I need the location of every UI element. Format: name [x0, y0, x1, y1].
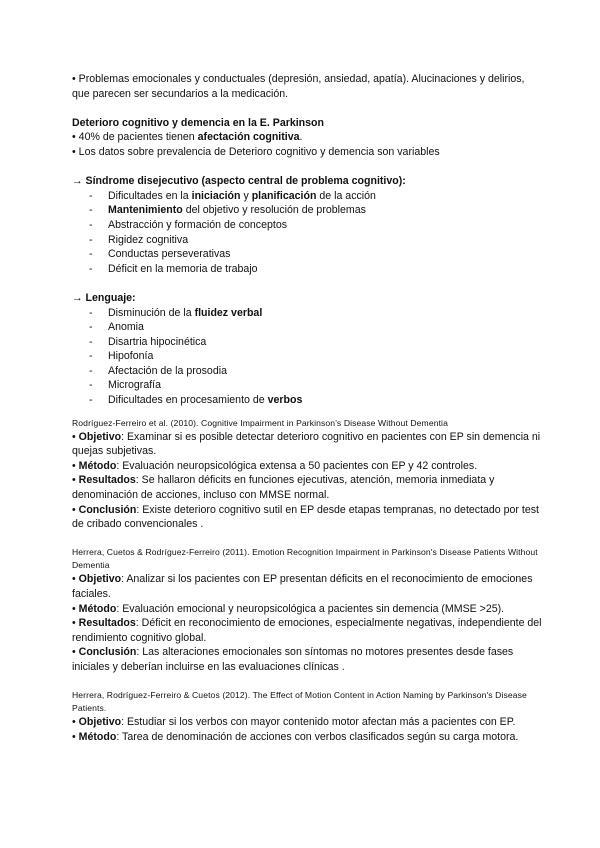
study-resultados: • Resultados: Déficit en reconocimiento de emociones, especialmente negativas, independiente del rendimiento cognitivo global. — [72, 617, 542, 644]
study-objetivo: • Objetivo: Estudiar si los verbos con mayor contenido motor afectan más a pacientes con EP. — [72, 716, 516, 729]
study-resultados: • Resultados: Se hallaron déficits en funciones ejecutivas, atención, memoria inmediata y denominación de acciones, incluso con MMSE normal. — [72, 474, 495, 502]
section-heading-deterioro: Deterioro cognitivo y demencia en la E. Parkinson — [72, 116, 324, 129]
study-reference: Herrera, Cuetos & Rodríguez-Ferreiro (2011). Emotion Recognition Impairment in Parkinson's Disease Patients Without Dementia — [72, 547, 538, 571]
study-metodo: • Método: Tarea de denominación de acciones con verbos clasificados según su carga motora. — [72, 730, 519, 743]
list-item: - Disminución de la fluidez verbal — [72, 306, 542, 321]
deterioro-bullet-1: • 40% de pacientes tienen afectación cognitiva. — [72, 131, 303, 144]
list-item: - Abstracción y formación de conceptos — [72, 218, 542, 233]
study-conclusion: • Conclusión: Las alteraciones emocionales son síntomas no motores presentes desde fases iniciales y deberían incluirse en las evaluaciones clínicas . — [72, 646, 514, 673]
study-objetivo: • Objetivo: Analizar si los pacientes con EP presentan déficits en el reconocimiento de emociones faciales. — [72, 573, 533, 600]
list-item: - Conductas perseverativas — [72, 247, 542, 262]
disejecutivo-list — [72, 189, 542, 277]
list-item: - Rigidez cognitiva — [72, 233, 542, 248]
study-block — [72, 417, 542, 532]
study-objetivo: • Objetivo: Examinar si es posible detectar deterioro cognitivo en pacientes con EP sin demencia ni quejas subjetivas. — [72, 430, 541, 458]
section-heading-lenguaje: → Lenguaje: — [72, 291, 136, 304]
deterioro-bullet-2: • Los datos sobre prevalencia de Deterioro cognitivo y demencia son variables — [72, 145, 440, 158]
list-item: - Dificultades en procesamiento de verbos — [72, 393, 542, 408]
study-reference: Rodríguez-Ferreiro et al. (2010). Cognitive Impairment in Parkinson's Disease Without Dementia — [72, 417, 448, 428]
study-block — [72, 689, 542, 744]
bullet: • — [72, 73, 76, 85]
study-metodo: • Método: Evaluación neuropsicológica extensa a 50 pacientes con EP y 42 controles. — [72, 459, 478, 472]
list-item: - Anomia — [72, 320, 542, 335]
document-page — [72, 72, 542, 744]
study-reference: Herrera, Rodríguez-Ferreiro & Cuetos (2012). The Effect of Motion Content in Action Naming by Parkinson's Disease Patients. — [72, 690, 527, 714]
list-item: - Hipofonía — [72, 349, 542, 364]
section-heading-disejecutivo: → Síndrome disejecutivo (aspecto central de problema cognitivo): — [72, 175, 406, 188]
study-metodo: • Método: Evaluación emocional y neuropsicológica a pacientes sin demencia (MMSE >25). — [72, 602, 505, 615]
list-item: - Micrografía — [72, 378, 542, 393]
study-block — [72, 546, 542, 674]
list-item: - Afectación de la prosodia — [72, 364, 542, 379]
study-conclusion: • Conclusión: Existe deterioro cognitivo sutil en EP desde etapas tempranas, no detectado por test de cribado convencionales . — [72, 503, 539, 531]
list-item: - Dificultades en la iniciación y planificación de la acción — [72, 189, 542, 204]
list-item: - Déficit en la memoria de trabajo — [72, 262, 542, 277]
intro-paragraph — [72, 72, 542, 101]
lenguaje-list — [72, 306, 542, 408]
list-item: - Disartria hipocinética — [72, 335, 542, 350]
intro-text: Problemas emocionales y conductuales (depresión, ansiedad, apatía). Alucinaciones y delirios, que parecen ser secundarios a la medicación. — [72, 73, 525, 100]
list-item: - Mantenimiento del objetivo y resolución de problemas — [72, 203, 542, 218]
